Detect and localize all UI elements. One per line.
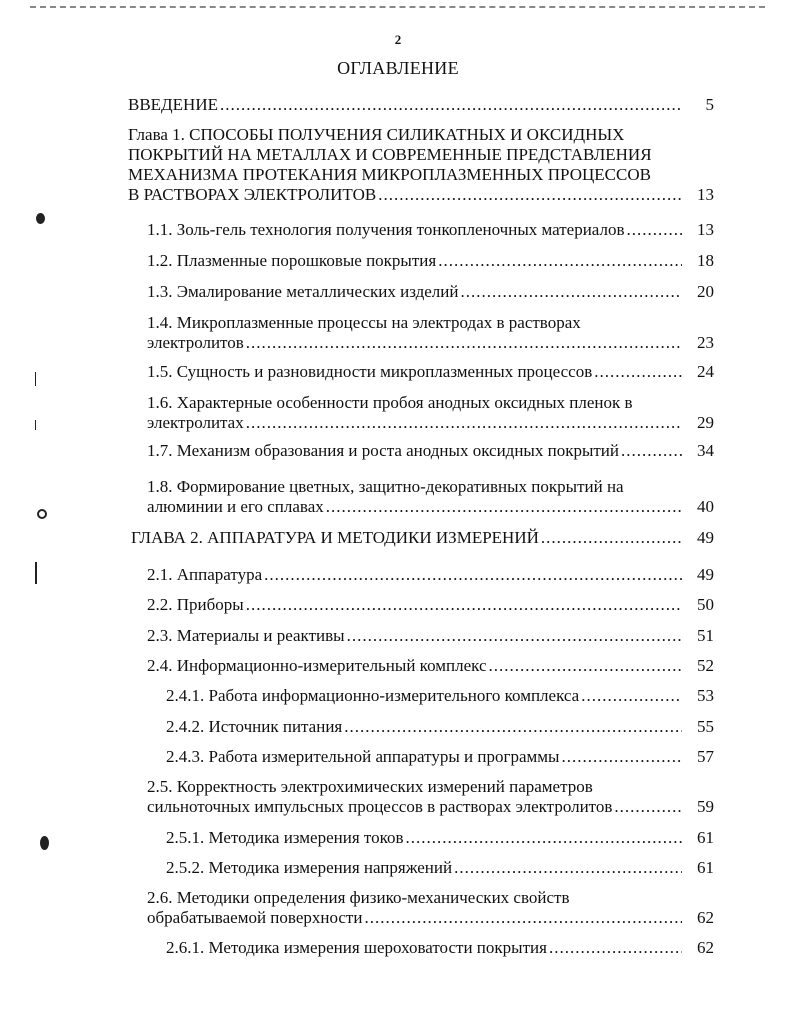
scan-margin-tick bbox=[35, 562, 37, 584]
toc-entry-title: 1.3. Эмалирование металлических изделий bbox=[147, 282, 459, 301]
toc-page-number: 18 bbox=[697, 251, 714, 270]
toc-page-number: 49 bbox=[697, 565, 714, 584]
dot-leader bbox=[264, 565, 682, 585]
toc-entry-2-2[interactable] bbox=[147, 595, 714, 615]
toc-entry-2-1[interactable] bbox=[147, 565, 714, 585]
toc-entry-2-6-1[interactable] bbox=[166, 938, 714, 958]
dot-leader bbox=[438, 251, 682, 271]
scan-hole-mark bbox=[37, 509, 47, 519]
toc-entry-1-1[interactable] bbox=[147, 220, 714, 240]
toc-entry-title-line: обрабатываемой поверхности bbox=[147, 908, 363, 927]
dot-leader bbox=[406, 828, 682, 848]
toc-entry-2-6[interactable] bbox=[147, 888, 714, 928]
toc-page-number: 34 bbox=[697, 441, 714, 460]
toc-entry-title-line: 2.5. Корректность электрохимических измерений параметров bbox=[147, 777, 593, 796]
page-title: ОГЛАВЛЕНИЕ bbox=[337, 58, 459, 78]
toc-entry-2-5-2[interactable] bbox=[166, 858, 714, 878]
toc-entry-2-4-3[interactable] bbox=[166, 747, 714, 767]
toc-entry-title: ГЛАВА 2. АППАРАТУРА И МЕТОДИКИ ИЗМЕРЕНИЙ bbox=[131, 528, 539, 547]
toc-entry-2-4-1[interactable] bbox=[166, 686, 714, 706]
scan-hole-mark bbox=[36, 213, 45, 224]
toc-page-number: 40 bbox=[697, 497, 714, 516]
dot-leader bbox=[246, 333, 682, 353]
dot-leader bbox=[347, 626, 682, 646]
toc-page-number: 49 bbox=[697, 528, 714, 547]
toc-page-number: 57 bbox=[697, 747, 714, 766]
toc-entry-title: ВВЕДЕНИЕ bbox=[128, 95, 218, 114]
toc-entry-title: 1.5. Сущность и разновидности микроплазменных процессов bbox=[147, 362, 593, 381]
scan-margin-tick bbox=[35, 420, 36, 430]
toc-entry-title: 2.4.1. Работа информационно-измерительного комплекса bbox=[166, 686, 580, 705]
toc-page-number: 50 bbox=[697, 595, 714, 614]
toc-entry-chapter-2[interactable] bbox=[131, 528, 714, 548]
toc-page-number: 13 bbox=[697, 220, 714, 239]
dot-leader bbox=[621, 441, 682, 461]
toc-entry-title: 2.3. Материалы и реактивы bbox=[147, 626, 345, 645]
dot-leader bbox=[378, 185, 682, 205]
toc-entry-title-line: 2.6. Методики определения физико-механических свойств bbox=[147, 888, 570, 907]
toc-page-number: 24 bbox=[697, 362, 714, 381]
toc-entry-title: 2.5.1. Методика измерения токов bbox=[166, 828, 404, 847]
dot-leader bbox=[594, 362, 682, 382]
toc-page-number: 59 bbox=[697, 797, 714, 816]
dot-leader bbox=[614, 797, 682, 817]
dot-leader bbox=[627, 220, 682, 240]
toc-page-number: 29 bbox=[697, 413, 714, 432]
page-number: 2 bbox=[394, 32, 402, 47]
toc-entry-title: 2.4. Информационно-измерительный комплекс bbox=[147, 656, 487, 675]
toc-entry-title: 1.1. Золь-гель технология получения тонкопленочных материалов bbox=[147, 220, 625, 239]
dot-leader bbox=[460, 282, 682, 302]
dot-leader bbox=[489, 656, 682, 676]
toc-entry-2-4-2[interactable] bbox=[166, 717, 714, 737]
dot-leader bbox=[344, 717, 682, 737]
toc-page-number: 61 bbox=[697, 858, 714, 877]
toc-entry-title-line: 1.6. Характерные особенности пробоя анодных оксидных пленок в bbox=[147, 393, 633, 412]
dot-leader bbox=[326, 497, 682, 517]
toc-entry-title-line: 1.4. Микроплазменные процессы на электродах в растворах bbox=[147, 313, 581, 332]
toc-entry-title: 2.5.2. Методика измерения напряжений bbox=[166, 858, 453, 877]
dot-leader bbox=[454, 858, 682, 878]
toc-entry-title: 2.4.3. Работа измерительной аппаратуры и программы bbox=[166, 747, 560, 766]
toc-page-number: 55 bbox=[697, 717, 714, 736]
toc-entry-1-7[interactable] bbox=[147, 441, 714, 461]
toc-entry-title-line: Глава 1. СПОСОБЫ ПОЛУЧЕНИЯ СИЛИКАТНЫХ И ОКСИДНЫХ bbox=[128, 125, 625, 144]
toc-entry-title: 2.4.2. Источник питания bbox=[166, 717, 343, 736]
toc-entry-2-5[interactable] bbox=[147, 777, 714, 817]
toc-entry-title-line: 1.8. Формирование цветных, защитно-декоративных покрытий на bbox=[147, 477, 624, 496]
dot-leader bbox=[246, 413, 682, 433]
dot-leader bbox=[364, 908, 682, 928]
toc-page-number: 5 bbox=[705, 95, 714, 114]
toc-entry-title: 2.1. Аппаратура bbox=[147, 565, 263, 584]
toc-entry-1-3[interactable] bbox=[147, 282, 714, 302]
toc-page-number: 23 bbox=[697, 333, 714, 352]
toc-entry-title-line: В РАСТВОРАХ ЭЛЕКТРОЛИТОВ bbox=[128, 185, 377, 204]
toc-entry-title: 2.6.1. Методика измерения шероховатости покрытия bbox=[166, 938, 547, 957]
toc-entry-title-line: сильноточных импульсных процессов в растворах электролитов bbox=[147, 797, 613, 816]
dot-leader bbox=[541, 528, 682, 548]
toc-entry-title: 1.2. Плазменные порошковые покрытия bbox=[147, 251, 437, 270]
toc-entry-2-4[interactable] bbox=[147, 656, 714, 676]
toc-entry-1-4[interactable] bbox=[147, 313, 714, 353]
toc-entry-title: 2.2. Приборы bbox=[147, 595, 244, 614]
toc-page-number: 51 bbox=[697, 626, 714, 645]
toc-page-number: 53 bbox=[697, 686, 714, 705]
toc-page-number: 62 bbox=[697, 938, 714, 957]
dot-leader bbox=[581, 686, 682, 706]
dot-leader bbox=[549, 938, 682, 958]
toc-entry-title-line: электролитах bbox=[147, 413, 244, 432]
toc-entry-1-6[interactable] bbox=[147, 393, 714, 433]
toc-page-number: 52 bbox=[697, 656, 714, 675]
scan-margin-tick bbox=[35, 372, 36, 386]
dot-leader bbox=[561, 747, 682, 767]
toc-entry-2-3[interactable] bbox=[147, 626, 714, 646]
toc-page-number: 20 bbox=[697, 282, 714, 301]
dot-leader bbox=[246, 595, 682, 615]
toc-entry-title-line: МЕХАНИЗМА ПРОТЕКАНИЯ МИКРОПЛАЗМЕННЫХ ПРОЦЕССОВ bbox=[128, 165, 651, 184]
toc-entry-title: 1.7. Механизм образования и роста анодных оксидных покрытий bbox=[147, 441, 620, 460]
toc-entry-introduction[interactable] bbox=[128, 95, 714, 115]
toc-entry-1-5[interactable] bbox=[147, 362, 714, 382]
toc-entry-1-2[interactable] bbox=[147, 251, 714, 271]
toc-page-number: 61 bbox=[697, 828, 714, 847]
toc-entry-chapter-1[interactable] bbox=[128, 125, 714, 205]
toc-entry-title-line: алюминии и его сплавах bbox=[147, 497, 324, 516]
toc-page-number: 13 bbox=[697, 185, 714, 204]
scan-hole-mark bbox=[40, 836, 49, 850]
toc-entry-title-line: электролитов bbox=[147, 333, 244, 352]
dot-leader bbox=[220, 95, 682, 115]
toc-entry-2-5-1[interactable] bbox=[166, 828, 714, 848]
toc-entry-title-line: ПОКРЫТИЙ НА МЕТАЛЛАХ И СОВРЕМЕННЫЕ ПРЕДСТАВЛЕНИЯ bbox=[128, 145, 652, 164]
toc-page-number: 62 bbox=[697, 908, 714, 927]
toc-entry-1-8[interactable] bbox=[147, 477, 714, 517]
